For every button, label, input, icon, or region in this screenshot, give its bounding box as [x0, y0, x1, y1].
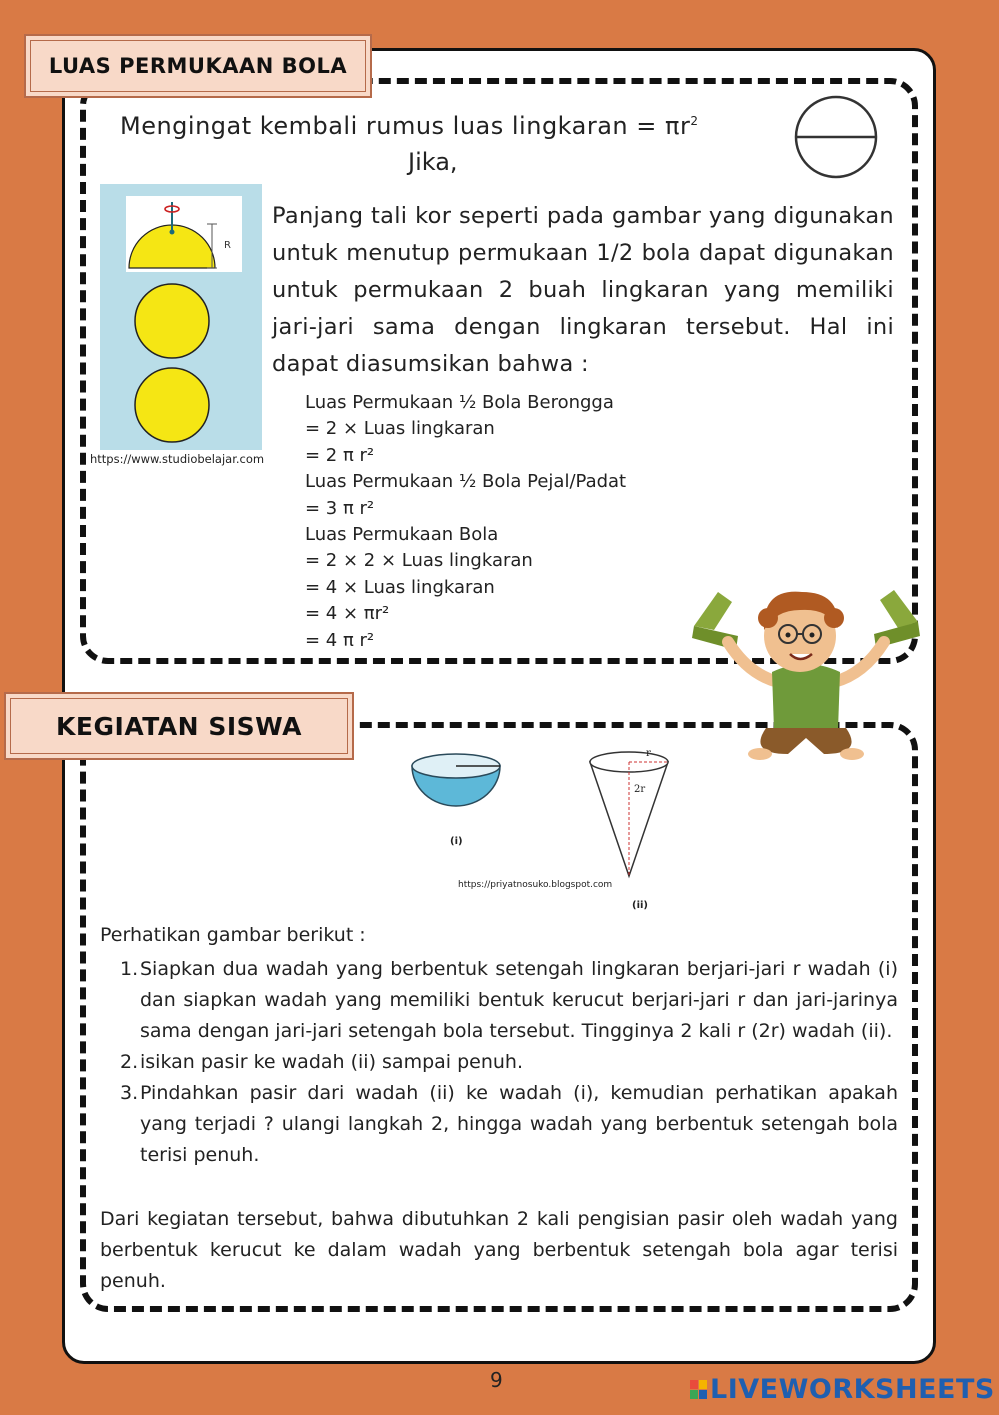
step-text: Pindahkan pasir dari wadah (ii) ke wadah (i), kemudian perhatikan apakah yang terjadi ? ulangi langkah 2, hingga wadah yang berbentuk setengah bola terisi penuh.: [140, 1082, 898, 1166]
image-source-2: https://priyatnosuko.blogspot.com: [458, 880, 613, 890]
step-text: Siapkan dua wadah yang berbentuk setengah lingkaran berjari-jari r wadah (i) dan siapkan wadah yang memiliki bentuk kerucut berjari-jari r dan jari-jarinya sama dengan jari-jari setengah bola tersebut. Tingginya 2 kali r (2r) wadah (ii).: [140, 958, 898, 1042]
cone-illustration: [586, 740, 672, 880]
list-item: [100, 1078, 898, 1171]
formula-list: [305, 390, 626, 654]
activity-intro: Perhatikan gambar berikut :: [100, 924, 366, 946]
formula-line: = 4 × πr²: [305, 603, 390, 625]
step-text: isikan pasir ke wadah (ii) sampai penuh.: [140, 1051, 524, 1073]
image-source-1: https://www.studiobelajar.com: [90, 452, 265, 466]
page-number: 9: [490, 1368, 503, 1392]
formula-line: Luas Permukaan Bola: [305, 524, 499, 546]
explanation-paragraph: Panjang tali kor seperti pada gambar yang digunakan untuk menutup permukaan 1/2 bola dapat digunakan untuk permukaan 2 buah lingkaran yang memiliki jari-jari sama dengan lingkaran tersebut. Hal ini dapat diasumsikan bahwa :: [272, 203, 894, 377]
jika-text: Jika,: [408, 148, 458, 176]
liveworksheets-brand[interactable]: [690, 1374, 995, 1405]
label-container-ii: (ii): [632, 900, 648, 911]
radius-label: R: [224, 240, 231, 251]
list-item: [100, 1047, 898, 1078]
step-number: 3.: [120, 1082, 139, 1104]
step-number: 2.: [120, 1051, 139, 1073]
formula-line: Luas Permukaan ½ Bola Berongga: [305, 392, 614, 413]
activity-conclusion: Dari kegiatan tersebut, bahwa dibutuhkan 2 kali pengisian pasir oleh wadah yang berbentuk kerucut ke dalam wadah yang berbentuk setengah bola agar terisi penuh.: [100, 1208, 898, 1292]
list-item: [100, 954, 898, 1047]
step-number: 1.: [120, 958, 139, 980]
cone-radius-label: r: [646, 748, 651, 759]
label-container-i: (i): [450, 836, 463, 847]
section1-tag: LUAS PERMUKAAN BOLA: [24, 34, 372, 98]
brand-logo-icon: [690, 1380, 707, 1399]
recall-text: Mengingat kembali rumus luas lingkaran = πr: [120, 112, 691, 140]
sphere-cover-illustration: [100, 184, 262, 450]
formula-line: = 3 π r²: [305, 497, 375, 519]
formula-line: = 4 × Luas lingkaran: [305, 576, 495, 598]
formula-line: = 2 π r²: [305, 444, 375, 466]
formula-line: = 2 × Luas lingkaran: [305, 418, 495, 440]
activity-steps: [100, 954, 898, 1171]
recall-superscript: 2: [690, 114, 699, 128]
formula-line: = 2 × 2 × Luas lingkaran: [305, 550, 533, 572]
recall-formula: [120, 112, 698, 140]
cartoon-boy-illustration: [688, 578, 924, 768]
circle-diagram-icon: [793, 94, 879, 180]
hemisphere-bowl-illustration: [408, 748, 504, 808]
formula-line: = 4 π r²: [305, 629, 375, 651]
section2-tag: KEGIATAN SISWA: [4, 692, 354, 760]
cone-height-label: 2r: [634, 784, 646, 795]
brand-text: LIVEWORKSHEETS: [710, 1374, 995, 1405]
formula-line: Luas Permukaan ½ Bola Pejal/Padat: [305, 471, 627, 493]
